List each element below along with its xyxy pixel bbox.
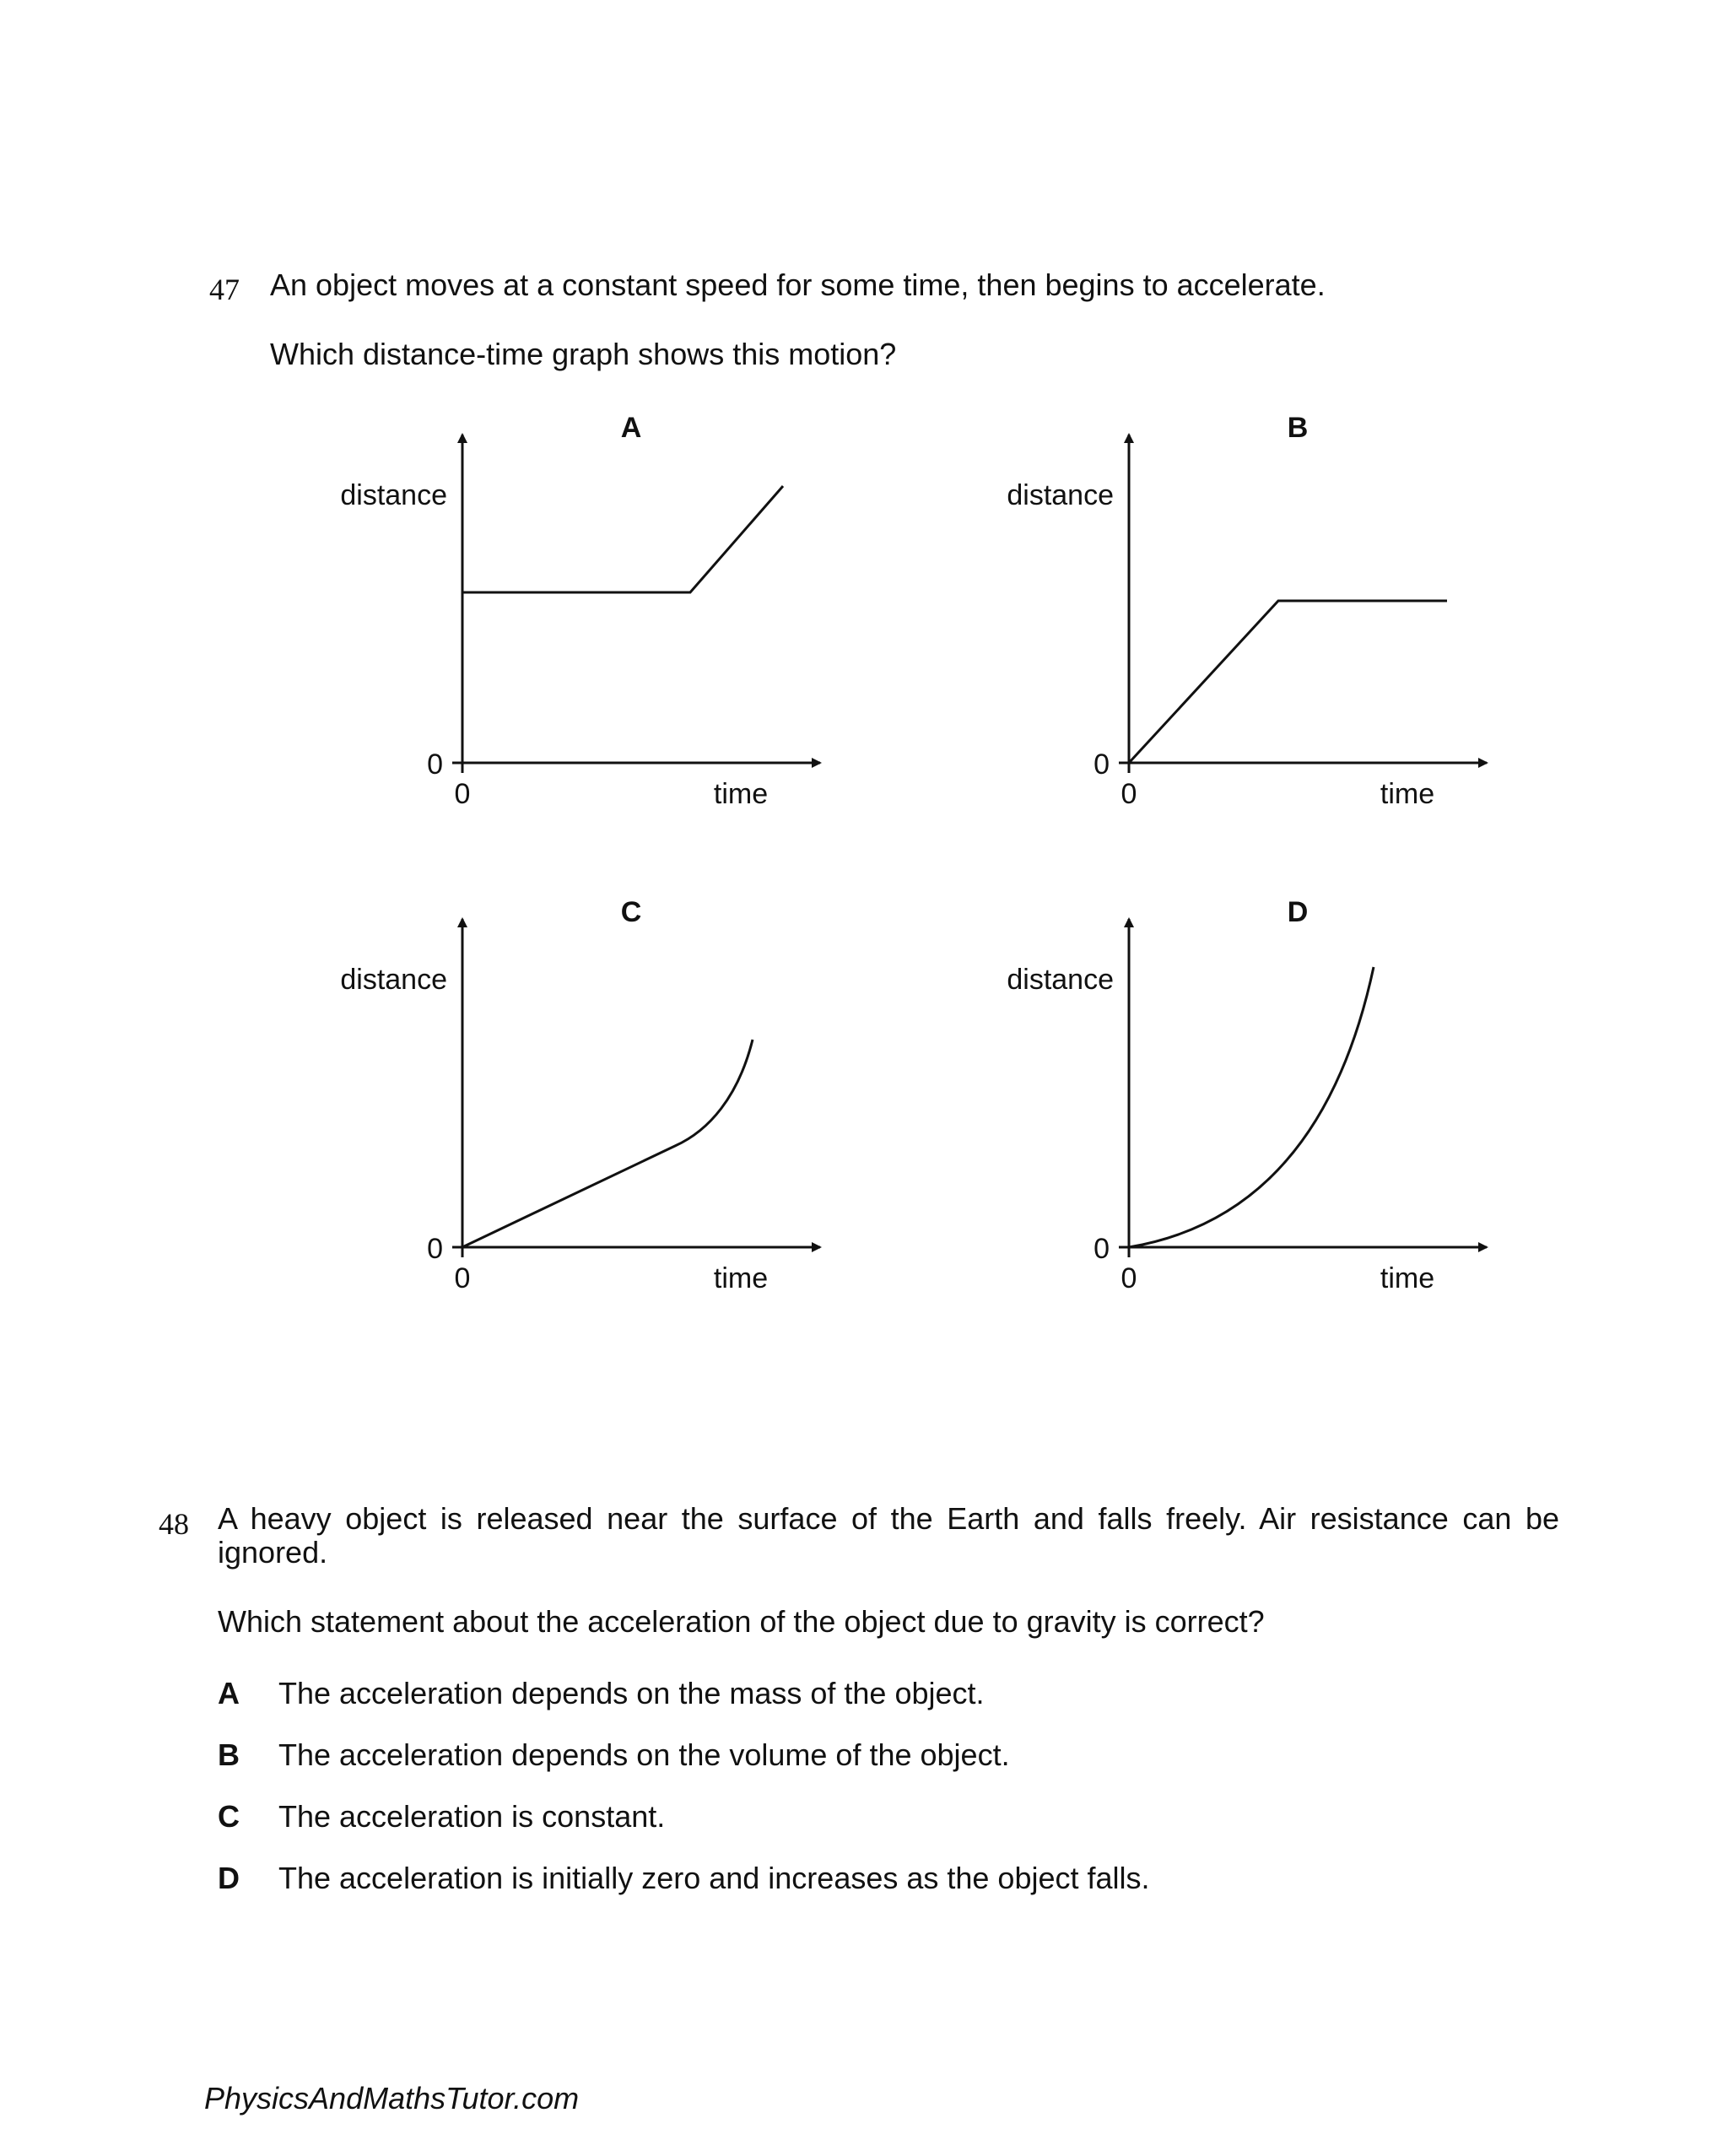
option-d-text: The acceleration is initially zero and increases as the object falls. [278, 1861, 1150, 1895]
y-axis-label: distance [340, 964, 447, 996]
graph-label: B [1287, 412, 1309, 444]
question-number: 47 [209, 273, 240, 306]
graph-line [1129, 601, 1447, 763]
x-axis-label: time [1380, 1262, 1435, 1294]
question-text: An object moves at a constant speed for some time, then begins to accelerate. [270, 267, 1326, 302]
option-d-letter: D [218, 1861, 240, 1895]
option-c-text: The acceleration is constant. [278, 1799, 666, 1834]
x-origin-label: 0 [454, 1262, 471, 1294]
graph-label: A [620, 412, 642, 444]
question-number: 48 [159, 1507, 189, 1541]
graph-c [340, 896, 820, 1294]
y-origin-label: 0 [427, 748, 443, 781]
graph-line [462, 486, 783, 592]
x-axis-label: time [713, 778, 769, 810]
graph-d [1007, 896, 1487, 1294]
graph-label: D [1287, 896, 1309, 928]
option-a-text: The acceleration depends on the mass of the object. [278, 1676, 985, 1710]
footer-watermark: PhysicsAndMathsTutor.com [204, 2081, 580, 2115]
graph-line [1129, 967, 1374, 1247]
question-prompt: Which distance-time graph shows this motion? [270, 337, 897, 371]
option-b-text: The acceleration depends on the volume of the object. [278, 1737, 1010, 1772]
question-prompt: Which statement about the acceleration of the object due to gravity is correct? [218, 1604, 1265, 1639]
y-axis-label: distance [1007, 479, 1114, 511]
x-origin-label: 0 [454, 778, 471, 810]
y-origin-label: 0 [1094, 748, 1110, 781]
graph-line [462, 1040, 753, 1247]
option-c-letter: C [218, 1799, 240, 1834]
x-origin-label: 0 [1120, 1262, 1137, 1294]
x-origin-label: 0 [1120, 778, 1137, 810]
option-b-letter: B [218, 1737, 240, 1772]
y-axis-label: distance [1007, 964, 1114, 996]
x-axis-label: time [713, 1262, 769, 1294]
question-text: A heavy object is released near the surface of the Earth and falls freely. Air resistance can be ignored. [218, 1501, 1559, 1570]
option-a-letter: A [218, 1676, 240, 1710]
x-axis-label: time [1380, 778, 1435, 810]
y-axis-label: distance [340, 479, 447, 511]
graph-a [340, 412, 820, 810]
graph-b [1007, 412, 1487, 810]
y-origin-label: 0 [1094, 1233, 1110, 1265]
graph-label: C [620, 896, 642, 928]
y-origin-label: 0 [427, 1233, 443, 1265]
